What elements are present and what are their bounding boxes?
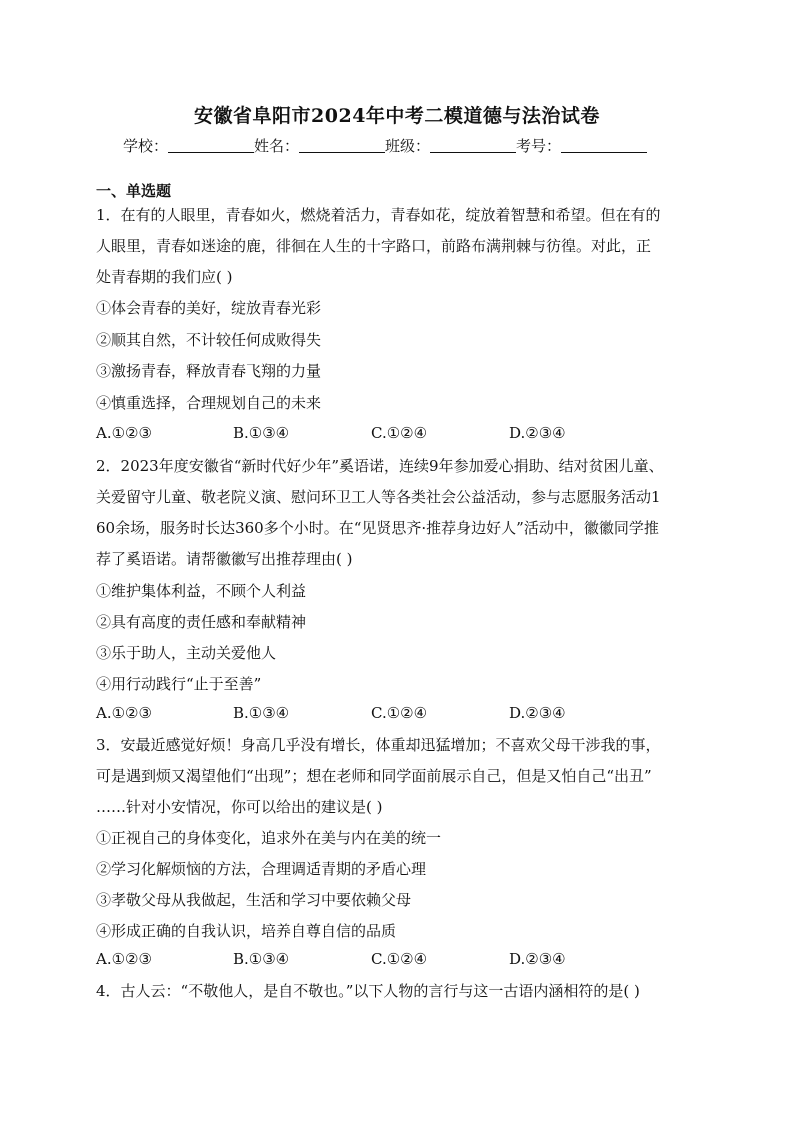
- question-3-statement-2: ②学习化解烦恼的方法，合理调适青期的矛盾心理: [96, 860, 427, 878]
- question-1-statement-2: ②顺其自然，不计较任何成败得失: [96, 331, 322, 349]
- question-1-line-2: 人眼里，青春如迷途的鹿，徘徊在人生的十字路口，前路布满荆棘与彷徨。对此，正: [96, 237, 652, 255]
- student-info-line: [123, 135, 683, 156]
- school-blank[interactable]: [168, 138, 254, 153]
- question-3-choice-a[interactable]: A.①②③: [96, 950, 152, 968]
- question-1-choice-d[interactable]: D.②③④: [509, 424, 566, 442]
- name-label: 姓名：: [254, 137, 300, 155]
- question-2-statement-2: ②具有高度的责任感和奉献精神: [96, 613, 307, 631]
- question-2-choice-a[interactable]: A.①②③: [96, 704, 152, 722]
- question-2-statement-1: ①维护集体利益，不顾个人利益: [96, 582, 307, 600]
- question-3-choice-d[interactable]: D.②③④: [509, 950, 566, 968]
- question-1-statement-3: ③激扬青春，释放青春飞翔的力量: [96, 362, 322, 380]
- question-3-statement-1: ①正视自己的身体变化，追求外在美与内在美的统一: [96, 829, 442, 847]
- class-blank[interactable]: [430, 138, 516, 153]
- name-blank[interactable]: [299, 138, 385, 153]
- exam-number-blank[interactable]: [561, 138, 647, 153]
- question-1-line-3: 处青春期的我们应( ): [96, 268, 233, 286]
- question-2-statement-4: ④用行动践行“止于至善”: [96, 675, 262, 693]
- question-4-line-1: 4．古人云：“不敬他人，是自不敬也。”以下人物的言行与这一古语内涵相符的是( ): [96, 982, 640, 1000]
- question-2-choice-b[interactable]: B.①③④: [233, 704, 290, 722]
- exam-number-label: 考号：: [516, 137, 562, 155]
- question-1-choice-a[interactable]: A.①②③: [96, 424, 152, 442]
- question-1-choice-c[interactable]: C.①②④: [371, 424, 428, 442]
- exam-title: 安徽省阜阳市2024年中考二模道德与法治试卷: [194, 105, 600, 127]
- question-3-statement-4: ④形成正确的自我认识，培养自尊自信的品质: [96, 922, 397, 940]
- question-3-line-3: ……针对小安情况，你可以给出的建议是( ): [96, 798, 383, 816]
- question-3-statement-3: ③孝敬父母从我做起，生活和学习中要依赖父母: [96, 891, 412, 909]
- question-3-choice-b[interactable]: B.①③④: [233, 950, 290, 968]
- question-2-choice-d[interactable]: D.②③④: [509, 704, 566, 722]
- question-3-choice-c[interactable]: C.①②④: [371, 950, 428, 968]
- question-3-line-2: 可是遇到烦又渴望他们“出现”；想在老师和同学面前展示自己，但是又怕自己“出丑”: [96, 767, 652, 785]
- question-3-line-1: 3．安最近感觉好烦！身高几乎没有增长，体重却迅猛增加；不喜欢父母干涉我的事，: [96, 736, 661, 754]
- question-1-line-1: 1．在有的人眼里，青春如火，燃烧着活力，青春如花，绽放着智慧和希望。但在有的: [96, 206, 661, 224]
- question-1-statement-1: ①体会青春的美好，绽放青春光彩: [96, 299, 322, 317]
- question-2-line-1: 2．2023年度安徽省“新时代好少年”奚语诺，连续9年参加爱心捐助、结对贫困儿童、: [96, 457, 664, 475]
- class-label: 班级：: [385, 137, 431, 155]
- section-heading: 一、单选题: [96, 182, 172, 200]
- question-2-choice-c[interactable]: C.①②④: [371, 704, 428, 722]
- question-2-statement-3: ③乐于助人，主动关爱他人: [96, 644, 277, 662]
- question-1-choice-b[interactable]: B.①③④: [233, 424, 290, 442]
- question-2-line-2: 关爱留守儿童、敬老院义演、慰问环卫工人等各类社会公益活动，参与志愿服务活动1: [96, 488, 661, 506]
- question-2-line-4: 荐了奚语诺。请帮徽徽写出推荐理由( ): [96, 550, 353, 568]
- question-2-line-3: 60余场，服务时长达360多个小时。在“见贤思齐·推荐身边好人”活动中，徽徽同学推: [96, 519, 659, 537]
- school-label: 学校：: [123, 137, 169, 155]
- question-1-statement-4: ④慎重选择，合理规划自己的未来: [96, 394, 322, 412]
